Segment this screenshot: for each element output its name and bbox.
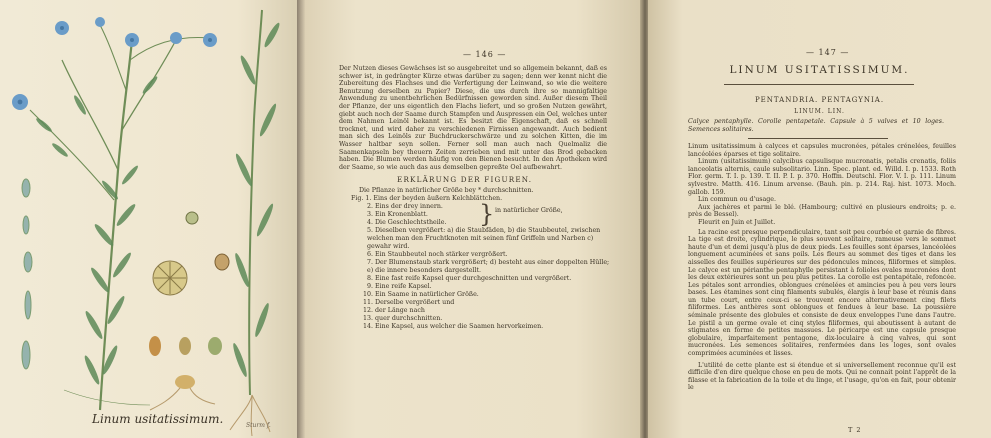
engraver-signature: Sturm f. xyxy=(246,422,271,429)
habitat: Aux jachères et parmi le blé. (Hambourg; cultivé en plusieurs endroits; p. e. près de Bessel). xyxy=(688,203,956,219)
figures-intro: Die Pflanze in natürlicher Größe bey * durchschnitten. xyxy=(359,187,534,194)
plate-caption: Linum usitatissimum. xyxy=(92,412,224,426)
body-text xyxy=(339,65,607,171)
section-rule xyxy=(748,138,888,139)
list-item: 4. Die Geschlechtstheile. xyxy=(367,219,447,226)
flowering: Fleurit en Juin et Juillet. xyxy=(698,218,776,226)
list-item: 13. quer durchschnitten. xyxy=(363,315,443,322)
plate-gutter xyxy=(297,0,305,438)
list-item: 14. Eine Kapsel, aus welcher die Saamen hervorkeimen. xyxy=(363,323,544,330)
botanical-plate xyxy=(0,0,297,438)
flax-illustration xyxy=(0,0,297,438)
species-description: Linum usitatissimum à calyces et capsules mucronées, pétales crénelées, feuilles lancéolées éparses et tige solitaire. xyxy=(688,143,956,158)
genus-description: Calyce pentaphylle. Corolle pentapetale. Capsule à 5 valves et 10 loges. Semences solitaires. xyxy=(688,118,944,133)
list-item: Fig. 1. Eins der beyden äußern Kelchblättchen. xyxy=(351,195,503,202)
page-title: LINUM USITATISSIMUM. xyxy=(729,64,910,76)
paragraph: Der Nutzen dieses Gewächses ist so ausgebreitet und so allgemein bekannt, daß es schwer ist, in gedrängter Kürze etwas darüber zu sagen; denn wer kennt nicht die Zubereitung des Flachses und die Verfertigung der Leinwand, so wie die weitere Benutzung derselben zu Papier? Diese, die uns durch ihre so mannigfaltige Anwendung zu unentbehrlichen Bedürfnissen geworden sind. Außer diesem Theil der Pflanze, der uns eigentlich den Flachs liefert, und so großen Nutzen gewährt, giebt auch noch der Saame durch Stampfen und Auspressen ein Oel, welches unter dem Nahmen Leinöl bekannt ist. Es besitzt die Eigenschaft, daß es schnell trocknet, und wird daher zu verschiedenen Firnissen angewandt. Auch bedient man sich des Leinöls zur Buchdruckerschwärze und zu solchen Kitten, die im Wasser haltbar seyn sollen. Ferner soll man auch nach Quelmaliz die Saamenkapseln bey theuern Zeiten zerrieben und mit unter das Brod gebacken haben. Die Blumen werden häufig von den Bienen besucht. In den Apotheken wird der Saame, so wie auch das aus demselben gepreßte Oel aufbewahrt. xyxy=(339,65,607,171)
list-item: 3. Ein Kronenblatt. xyxy=(367,211,428,218)
list-item: 9. Eine reife Kapsel. xyxy=(367,283,432,290)
figures-heading: ERKLÄRUNG DER FIGUREN. xyxy=(397,175,533,184)
signature-mark: T 2 xyxy=(848,426,862,434)
species-block xyxy=(688,143,956,392)
genus: LINUM. LIN. xyxy=(794,108,845,115)
bracket-note: in natürlicher Größe, xyxy=(495,207,563,214)
list-item: 12. der Länge nach xyxy=(363,307,425,314)
closing-paragraph: L'utilité de cette plante est si étendue et si universellement reconnue qu'il est difficile d'en dire quelque chose en peu de mots. Qui ne connait point l'apprêt de la filasse et la fabrication de la toile et du linge, et l'usage, qu'on en fait, pour obtenir le xyxy=(688,361,956,392)
list-item: 6. Ein Staubbeutel noch stärker vergrößert. xyxy=(367,251,508,258)
list-item: 10. Ein Saame in natürlicher Größe. xyxy=(363,291,479,298)
linnaean-class: PENTANDRIA. PENTAGYNIA. xyxy=(754,96,885,104)
synonyms: Linum (usitatissimum) calycibus capsulisque mucronatis, petalis crenatis, foliis lanceolatis alternis, caule subsolitario. Linn. Spec. plant. ed. Willd. I. p. 1533. Roth Flor. germ. T. I. p. 139. T. II. P. I. p. 370. Hoffm. Deutschl. Flor. V. I. p. 111. Linum sylvestre. Matth. 416. Linum arvense. (Bauh. pin. p. 214. Raj. hist. 1073. Moch. gallob. 159. xyxy=(688,158,956,196)
list-item: 8. Eine fast reife Kapsel quer durchgeschnitten und vergrößert. xyxy=(367,275,572,282)
list-item: 5. Dieselben vergrößert: a) die Staubfäden, b) die Staubbeutel, zwischen welchen man den Fruchtknoten mit seinen fünf Griffeln und Narben c) gewahr wird. xyxy=(367,227,601,250)
page-146 xyxy=(305,0,644,438)
description: La racine est presque perpendiculaire, tant soit peu courbée et garnie de fibres. La tige est droite, cylindrique, le plus souvent solitaire, rameuse vers le sommet haute d'un et demi jusqu'à plus de deux pieds. Les feuilles sont éparses, lancéolées longuement acuminées et sans poils. Les fleurs au sommet des tiges et dans les aisselles des feuilles supérieures sur des pédoncules minces, filiformes et simples. Le calyce est un périanthe pentaphylle persistant à folioles ovales mucronées dont les deux extérieures sont un peu plus petites. La corolle est pentapétale, refoncée. Les pétales sont arrondies, oblongues crénelées et amincies peu à peu vers leurs bases. Les étamines sont cinq filaments subulés, élargis à leur base et réunis dans un tube court, entre ceux-ci se trouvent encore alternativement cinq filets filiformes. Les anthères sont oblongues et fendues à leur base. La poussière séminale présente des globules et consiste de deux enveloppes l'une dans l'autre. Le pistil a un germe ovale et cinq styles filiformes, qui aboutissent à autant de stigmates en forme de petites massues. Le péricarpe est une capsule presque globulaire, imparfaitement pentagone, dix-loculaire à cinq valves, qui sont mucronées. Les semences solitaires, renfermées dans les loges, sont ovales comprimées acuminées et lisses. xyxy=(688,228,956,358)
page-number: — 147 — xyxy=(806,48,850,57)
common-name: Lin commun ou d'usage. xyxy=(698,196,777,204)
page-number: — 146 — xyxy=(463,50,507,59)
list-item: 11. Derselbe vergrößert und xyxy=(363,299,455,306)
title-rule xyxy=(724,84,914,85)
list-item: 2. Eins der drey innern. xyxy=(367,203,443,210)
figure-bracket: } xyxy=(479,200,495,228)
page-147 xyxy=(648,0,991,438)
list-item: 7. Der Blumenstaub stark vergrößert; d) besteht aus einer doppelten Hülle; e) die innere besonders dargestellt. xyxy=(367,259,610,274)
